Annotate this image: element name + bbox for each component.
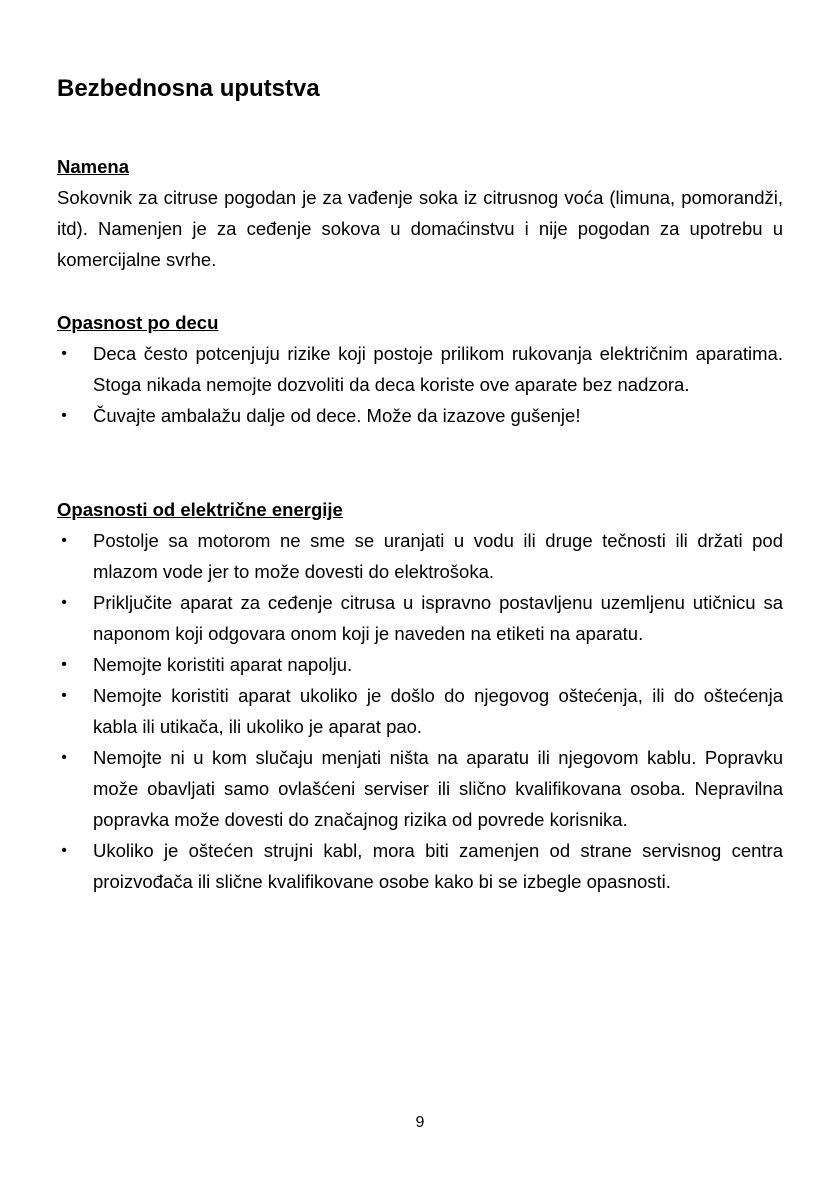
- section-namena: [57, 151, 783, 275]
- section-heading-opasnosti-od-elektricne-energije: Opasnosti od električne energije: [57, 499, 343, 520]
- bullet-point-icon: •: [61, 687, 67, 704]
- list-item: [57, 587, 783, 649]
- page-title: Bezbednosna uputstva: [57, 75, 320, 102]
- list-item-text: Priključite aparat za ceđenje citrusa u ispravno postavljenu uzemljenu utičnicu sa naponom koji odgovara onom koji je naveden na etiketi na aparatu.: [93, 592, 783, 644]
- list-item: [57, 742, 783, 835]
- list-item-text: Nemojte koristiti aparat napolju.: [93, 654, 353, 675]
- page-number: 9: [415, 1114, 425, 1131]
- list-item-text: Deca često potcenjuju rizike koji postoje prilikom rukovanja električnim aparatima. Stoga nikada nemojte dozvoliti da deca koriste ove aparate bez nadzora.: [93, 343, 783, 395]
- bullet-point-icon: •: [61, 345, 67, 362]
- bullet-point-icon: •: [61, 749, 67, 766]
- list-item-text: Čuvajte ambalažu dalje od dece. Može da izazove gušenje!: [93, 405, 581, 426]
- section-heading-opasnost-po-decu: Opasnost po decu: [57, 312, 219, 333]
- section-opasnosti-od-elektricne-energije: [57, 494, 783, 897]
- section-opasnost-po-decu: [57, 307, 783, 431]
- bullet-list-opasnosti-od-elektricne-energije: [57, 525, 783, 897]
- list-item: [57, 400, 783, 431]
- list-item: [57, 835, 783, 897]
- bullet-point-icon: •: [61, 842, 67, 859]
- section-heading-namena: Namena: [57, 156, 129, 177]
- list-item: [57, 338, 783, 400]
- list-item-text: Ukoliko je oštećen strujni kabl, mora biti zamenjen od strane servisnog centra proizvođača ili slične kvalifikovane osobe kako bi se izbegle opasnosti.: [93, 840, 783, 892]
- bullet-point-icon: •: [61, 656, 67, 673]
- bullet-point-icon: •: [61, 407, 67, 424]
- list-item-text: Nemojte koristiti aparat ukoliko je došlo do njegovog oštećenja, ili do oštećenja kabla ili utikača, ili ukoliko je aparat pao.: [93, 685, 783, 737]
- list-item: [57, 649, 783, 680]
- namena-paragraph: Sokovnik za citruse pogodan je za vađenje soka iz citrusnog voća (limuna, pomorandži, itd). Namenjen je za ceđenje sokova u domaćinstvu i nije pogodan za upotrebu u komercijalne svrhe.: [57, 187, 783, 270]
- bullet-point-icon: •: [61, 532, 67, 549]
- bullet-point-icon: •: [61, 594, 67, 611]
- list-item: [57, 525, 783, 587]
- list-item: [57, 680, 783, 742]
- list-item-text: Nemojte ni u kom slučaju menjati ništa na aparatu ili njegovom kablu. Popravku može obavljati samo ovlašćeni serviser ili slično kvalifikovana osoba. Nepravilna popravka može dovesti do značajnog rizika od povrede korisnika.: [93, 747, 783, 830]
- bullet-list-opasnost-po-decu: [57, 338, 783, 431]
- list-item-text: Postolje sa motorom ne sme se uranjati u vodu ili druge tečnosti ili držati pod mlazom vode jer to može dovesti do elektrošoka.: [93, 530, 783, 582]
